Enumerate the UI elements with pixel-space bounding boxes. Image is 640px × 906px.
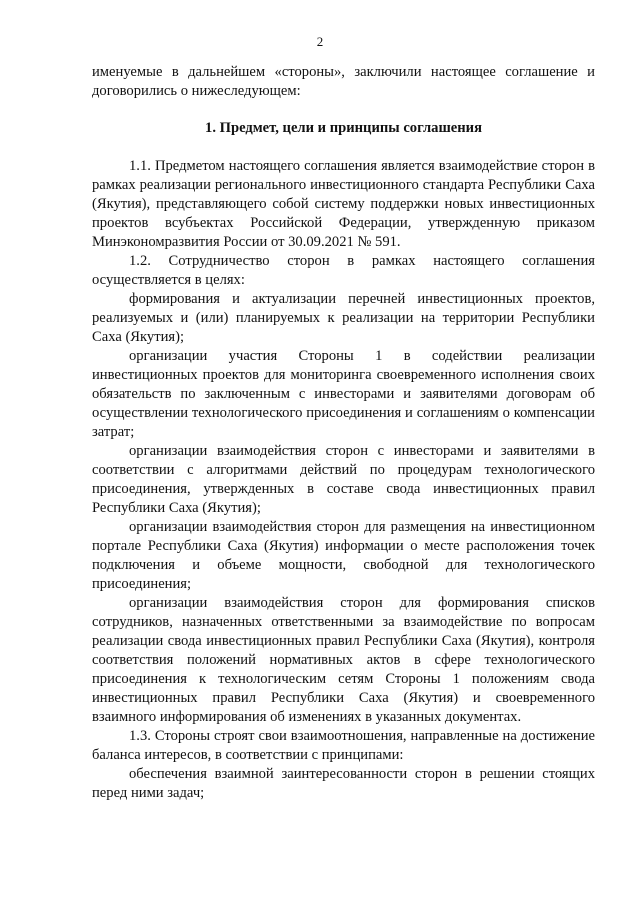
section-heading: 1. Предмет, цели и принципы соглашения	[205, 120, 482, 136]
goal-item-investor-interaction: организации взаимодействия сторон с инвесторами и заявителями в соответствии с алгоритмами действий по процедурам технологического присоединения, утвержденных в составе свода инвестиционных правил Республики Саха (Якутия);	[92, 443, 595, 516]
goal-item-projects-list: формирования и актуализации перечней инвестиционных проектов, реализуемых и (или) планируемых к реализации на территории Республики Саха (Якутия);	[92, 291, 595, 345]
document-body	[92, 63, 595, 803]
principle-item-mutual-interest: обеспечения взаимной заинтересованности сторон в решении стоящих перед ними задач;	[92, 766, 595, 801]
paragraph-1-1: 1.1. Предметом настоящего соглашения является взаимодействие сторон в рамках реализации регионального инвестиционного стандарта Республики Саха (Якутия), представляющего собой систему поддержки новых инвестиционных проектов всубъектах Российской Федерации, утвержденную приказом Минэкономразвития России от 30.09.2021 № 591.	[92, 158, 595, 250]
paragraph-1-3: 1.3. Стороны строят свои взаимоотношения, направленные на достижение баланса интересов, в соответствии с принципами:	[92, 728, 595, 763]
intro-continuation: именуемые в дальнейшем «стороны», заключили настоящее соглашение и договорились о нижеследующем:	[92, 64, 595, 99]
paragraph-1-2: 1.2. Сотрудничество сторон в рамках настоящего соглашения осуществляется в целях:	[92, 253, 595, 288]
goal-item-staff-lists: организации взаимодействия сторон для формирования списков сотрудников, назначенных ответственными за взаимодействие по вопросам реализации свода инвестиционных правил Республики Саха (Якутия), контроля соответствия положений нормативных актов в сфере технологического присоединения к технологическим сетям Стороны 1 положениям свода инвестиционных правил Республики Саха (Якутия) и своевременного взаимного информирования об изменениях в указанных документах.	[92, 595, 595, 725]
goal-item-participation: организации участия Стороны 1 в содействии реализации инвестиционных проектов для мониторинга своевременного исполнения своих обязательств по заключенным с инвесторами и заявителями договорам об осуществлении технологического присоединения и соглашениям о компенсации затрат;	[92, 348, 595, 440]
goal-item-portal-info: организации взаимодействия сторон для размещения на инвестиционном портале Республики Саха (Якутия) информации о месте расположения точек подключения и объеме мощности, свободной для технологического присоединения;	[92, 519, 595, 592]
page-number: 2	[316, 34, 324, 49]
